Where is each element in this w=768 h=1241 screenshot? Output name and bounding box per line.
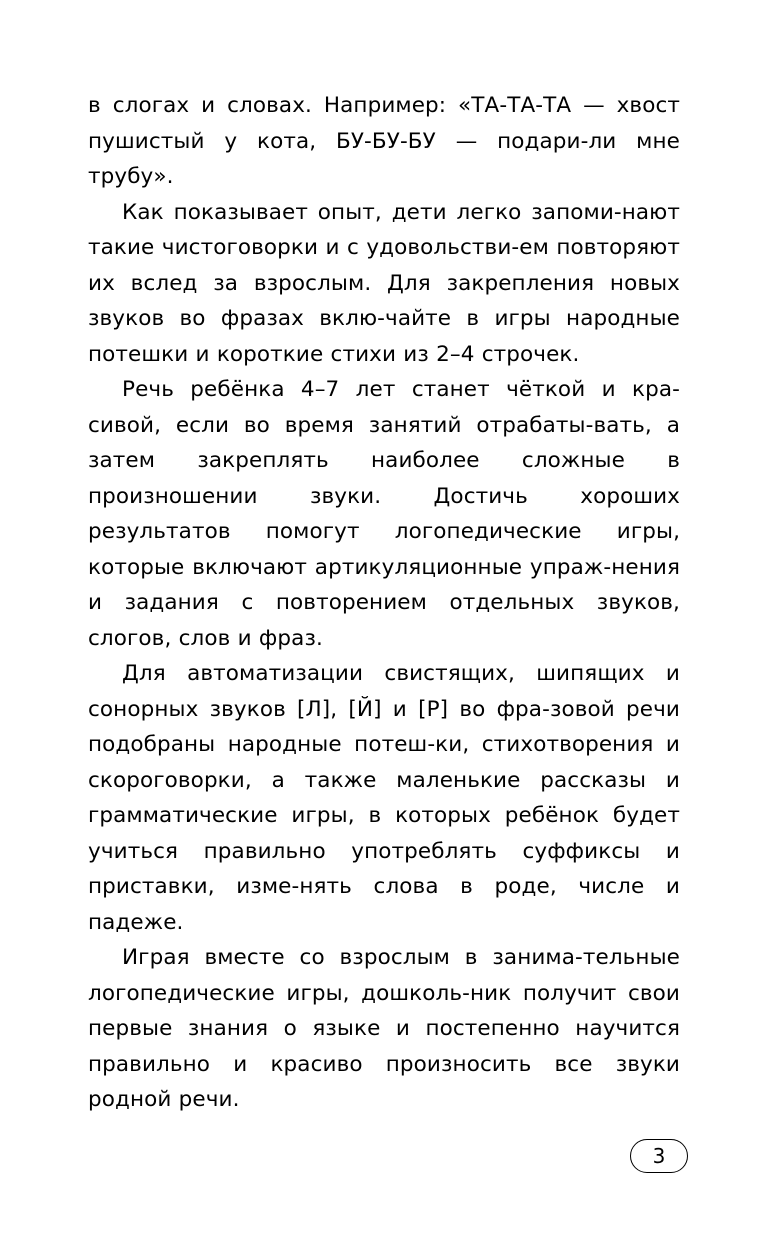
- paragraph-1: в слогах и словах. Например: «ТА-ТА-ТА — хвост пушистый у кота, БУ-БУ-БУ — подари-ли мне трубу».: [88, 93, 680, 189]
- paragraph-2: Как показывает опыт, дети легко запоми-нают такие чистоговорки и с удовольстви-ем повторяют их вслед за взрослым. Для закрепления новых звуков во фразах вклю-чайте в игры народные потешки и короткие стихи из 2–4 строчек.: [88, 199, 680, 367]
- paragraph-5: Играя вместе со взрослым в занима-тельные логопедические игры, дошколь-ник получит свои первые знания о языке и постепенно научится правильно и красиво произносить все звуки родной речи.: [88, 945, 680, 1112]
- paragraph-3: Речь ребёнка 4–7 лет станет чёткой и кра-сивой, если во время занятий отрабаты-вать, а затем закреплять наиболее сложные в произношении звуки. Достичь хороших результатов помогут логопедические игры, которые включают артикуляционные упраж-нения и задания с повторением отдельных звуков, слогов, слов и фраз.: [88, 377, 680, 651]
- page-number: 3: [630, 1139, 688, 1173]
- page-number-container: [630, 1139, 688, 1173]
- body-text-column: [88, 88, 680, 1118]
- paragraph-4: Для автоматизации свистящих, шипящих и сонорных звуков [Л], [Й] и [Р] во фра-зовой речи подобраны народные потеш-ки, стихотворения и скороговорки, а также маленькие рассказы и грамматические игры, в которых ребёнок будет учиться правильно употреблять суффиксы и приставки, изме-нять слова в роде, числе и падеже.: [88, 661, 680, 935]
